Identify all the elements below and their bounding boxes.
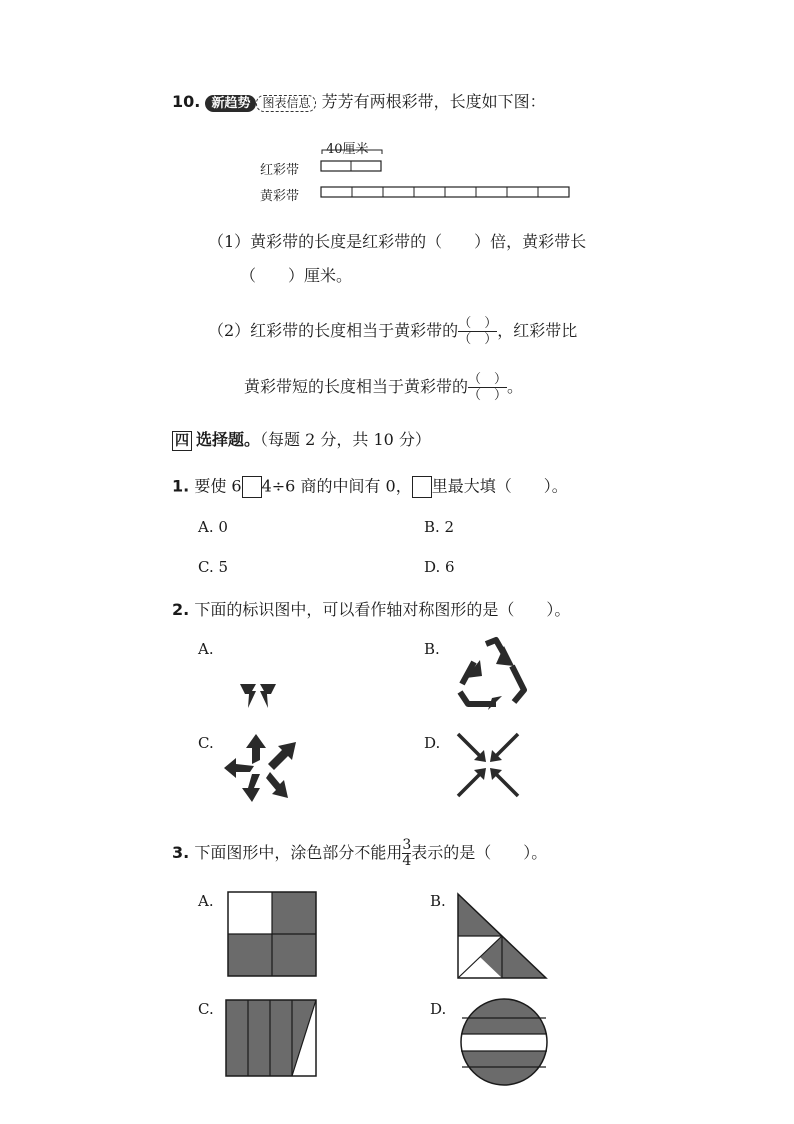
recycle-icon <box>452 634 534 712</box>
choice3-stem-line <box>172 838 547 869</box>
fraction-blank-1[interactable] <box>458 316 497 347</box>
q10-part2-suffix: ，红彩带比 <box>497 321 578 340</box>
blank-box-2[interactable] <box>412 476 432 498</box>
shape-c-rectangle <box>224 998 322 1080</box>
choice3-number: 3. <box>172 843 190 862</box>
choice2-option-b-label[interactable]: B. <box>424 640 440 658</box>
choice1-stem <box>172 476 568 498</box>
section4-note: （每题 2 分，共 10 分） <box>260 430 431 449</box>
section4-badge: 四 <box>172 431 192 451</box>
shape-b-triangle <box>454 890 550 980</box>
section4-heading <box>172 430 431 451</box>
fraction-blank-2[interactable] <box>468 372 507 403</box>
choice3-option-c-label[interactable]: C. <box>198 1000 214 1018</box>
yellow-ribbon-label: 黄彩带 <box>260 189 300 204</box>
choice1-stem-a: 要使 6 <box>194 476 242 496</box>
q10-stem: 芳芳有两根彩带，长度如下图： <box>321 92 546 111</box>
choice2-stem: 下面的标识图中，可以看作轴对称图形的是（ ）。 <box>194 600 571 619</box>
inward-arrows-icon <box>452 730 524 800</box>
fraction-numerator: 3 <box>402 837 412 853</box>
q10-part2-prefix: （2）红彩带的长度相当于黄彩带的 <box>208 321 459 340</box>
ribbon-length-label: 40厘米 <box>326 142 369 157</box>
choice2-number: 2. <box>172 600 190 619</box>
choice2-option-c-label[interactable]: C. <box>198 734 214 752</box>
q10-part2-line1 <box>208 316 577 347</box>
choice3-stem-b: 表示的是（ ）。 <box>411 843 548 862</box>
choice1-option-c[interactable]: C. 5 <box>198 558 229 576</box>
blank-box-1[interactable] <box>242 476 262 498</box>
choice1-option-a[interactable]: A. 0 <box>198 518 228 536</box>
q10-part1-line2: （ ）厘米。 <box>240 266 353 285</box>
q10-part2b-suffix: 。 <box>507 377 524 396</box>
q10-number: 10. <box>172 92 201 111</box>
choice1-stem-c: 里最大填（ ）。 <box>431 476 568 496</box>
fraction-blank-num: （ ） <box>458 316 498 331</box>
choice1-number: 1. <box>172 476 190 496</box>
red-ribbon-bar <box>320 160 384 174</box>
choice3-option-d-label[interactable]: D. <box>430 1000 447 1018</box>
q10-part2b-prefix: 黄彩带短的长度相当于黄彩带的 <box>244 377 469 396</box>
choice2-option-a-label[interactable]: A. <box>198 640 214 658</box>
q10-type-badge: 图表信息 <box>256 95 316 112</box>
choice1-option-b[interactable]: B. 2 <box>424 518 455 536</box>
choice2-option-d-label[interactable]: D. <box>424 734 441 752</box>
ribbon-diagram <box>260 138 580 208</box>
section4-title: 选择题。 <box>196 430 261 449</box>
fraction-blank-den: （ ） <box>458 332 498 347</box>
fraction-denominator: 4 <box>402 853 412 869</box>
choice3-option-a-label[interactable]: A. <box>198 892 214 910</box>
q10-part1-line1: （1）黄彩带的长度是红彩带的（ ）倍，黄彩带长 <box>208 232 587 251</box>
q10-stem-line <box>172 92 546 112</box>
yellow-ribbon-bar <box>320 186 572 200</box>
choice1-option-d[interactable]: D. 6 <box>424 558 455 576</box>
choice3-option-b-label[interactable]: B. <box>430 892 446 910</box>
fraction-blank-num: （ ） <box>468 372 508 387</box>
q10-part2-line2 <box>244 372 523 403</box>
choice1-stem-b: 4÷6 商的中间有 0， <box>261 476 412 496</box>
choice2-stem-line <box>172 600 570 620</box>
fraction-three-quarters <box>402 838 411 869</box>
shape-a-square <box>226 890 320 980</box>
outward-arrows-icon <box>222 730 304 804</box>
choice3-stem-a: 下面图形中，涂色部分不能用 <box>194 843 403 862</box>
shape-d-circle <box>458 996 550 1088</box>
fraction-blank-den: （ ） <box>468 388 508 403</box>
arrow-pair-logo-icon <box>238 682 280 712</box>
red-ribbon-label: 红彩带 <box>260 163 300 178</box>
q10-trend-badge: 新趋势 <box>205 95 256 112</box>
